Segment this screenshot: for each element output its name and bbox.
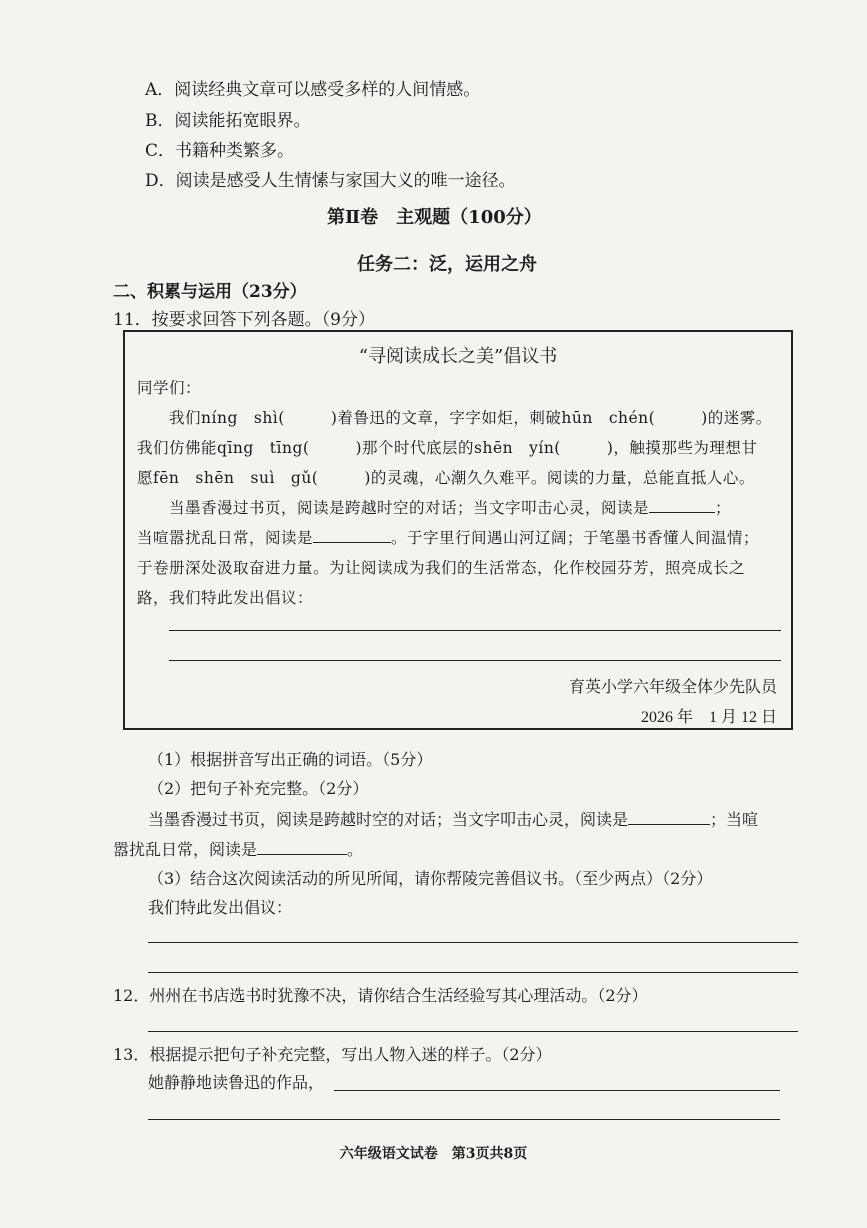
blank[interactable] — [257, 838, 347, 855]
text: ；当喧 — [710, 810, 759, 829]
q11-sub2: （2）把句子补充完整。（2分） — [148, 779, 369, 798]
blank[interactable] — [649, 496, 715, 513]
q11-sub1: （1）根据拼音写出正确的词语。（5分） — [148, 750, 433, 769]
q11-sub3: （3）结合这次阅读活动的所见所闻，请你帮陵完善倡议书。（至少两点）（2分） — [148, 869, 713, 888]
text: 愿 — [137, 469, 154, 487]
pinyin-shenyin: shēn yín( — [474, 439, 561, 457]
option-b: B．阅读能拓宽眼界。 — [145, 111, 311, 131]
proposal-signature: 育英小学六年级全体少先队员 — [568, 679, 777, 696]
text: )的迷雾。 — [701, 409, 772, 427]
text: )那个时代底层的 — [355, 439, 475, 457]
text: 我们 — [169, 409, 202, 427]
blank[interactable] — [313, 526, 391, 543]
proposal-box — [123, 330, 793, 730]
pinyin-fenshensuigu: fēn shēn suì gǔ( — [153, 469, 319, 487]
text: 嚣扰乱日常，阅读是 — [113, 840, 258, 859]
q11-sub3-lead: 我们特此发出倡议： — [148, 898, 293, 917]
option-d: D．阅读是感受人生情愫与家国大义的唯一途径。 — [145, 171, 516, 191]
answer-line[interactable] — [148, 942, 798, 943]
task-title: 任务二：泛，运用之舟 — [357, 254, 537, 275]
q13-stem: 13．根据提示把句子补充完整，写出人物入迷的样子。（2分） — [113, 1045, 552, 1064]
section-title: 二、积累与运用（23分） — [113, 282, 307, 302]
proposal-p2-line4: 路，我们特此发出倡议： — [137, 589, 314, 607]
proposal-date: 2026 年 1 月 12 日 — [640, 709, 777, 726]
answer-line[interactable] — [169, 660, 781, 661]
page-footer: 六年级语文试卷 第3页共8页 — [339, 1146, 528, 1162]
proposal-p2-line3: 于卷册深处汲取奋进力量。为让阅读成为我们的生活常态，化作校园芬芳，照亮成长之 — [137, 559, 746, 577]
blank[interactable] — [628, 808, 710, 825]
option-a: A．阅读经典文章可以感受多样的人间情感。 — [145, 80, 481, 100]
proposal-p1-line1 — [169, 406, 772, 428]
q11-stem: 11．按要求回答下列各题。（9分） — [113, 310, 375, 330]
proposal-p1-line2 — [137, 436, 757, 458]
proposal-p2-line1 — [169, 496, 731, 518]
q12-stem: 12．州州在书店选书时犹豫不决，请你结合生活经验写其心理活动。（2分） — [113, 986, 648, 1005]
text: 当墨香漫过书页，阅读是跨越时空的对话；当文字叩击心灵，阅读是 — [148, 810, 629, 829]
proposal-p2-line2 — [137, 526, 759, 548]
answer-line[interactable] — [148, 1031, 798, 1032]
text: 当墨香漫过书页，阅读是跨越时空的对话；当文字叩击心灵，阅读是 — [169, 499, 650, 517]
text: )的灵魂，心潮久久难平。阅读的力量，总能直抵人心。 — [364, 469, 755, 487]
pinyin-ningshi: níng shì( — [201, 409, 285, 427]
pinyin-qingting: qīng tīng( — [217, 439, 310, 457]
pinyin-hunchen: hūn chén( — [561, 409, 656, 427]
answer-line[interactable] — [148, 972, 798, 973]
text: 我们仿佛能 — [137, 439, 218, 457]
text: 当喧嚣扰乱日常，阅读是 — [137, 529, 314, 547]
q11-sub2-line2 — [113, 838, 363, 861]
text: )着鲁迅的文章，字字如炬，刺破 — [330, 409, 562, 427]
part2-title: 第Ⅱ卷 主观题（100分） — [327, 207, 542, 228]
q13-lead: 她静静地读鲁迅的作品， — [148, 1073, 325, 1092]
q11-sub2-line1 — [148, 808, 758, 831]
proposal-title: “寻阅读成长之美”倡议书 — [358, 346, 558, 367]
text: 。 — [347, 840, 364, 859]
proposal-p1-line3 — [137, 466, 755, 488]
proposal-greeting: 同学们： — [137, 379, 202, 397]
answer-line[interactable] — [334, 1090, 780, 1091]
option-c: C．书籍种类繁多。 — [145, 141, 295, 161]
answer-line[interactable] — [148, 1119, 780, 1120]
text: 。于字里行间遇山河辽阔；于笔墨书香懂人间温情； — [391, 529, 760, 547]
text: )，触摸那些为理想甘 — [606, 439, 758, 457]
text: ； — [715, 499, 732, 517]
answer-line[interactable] — [169, 630, 781, 631]
